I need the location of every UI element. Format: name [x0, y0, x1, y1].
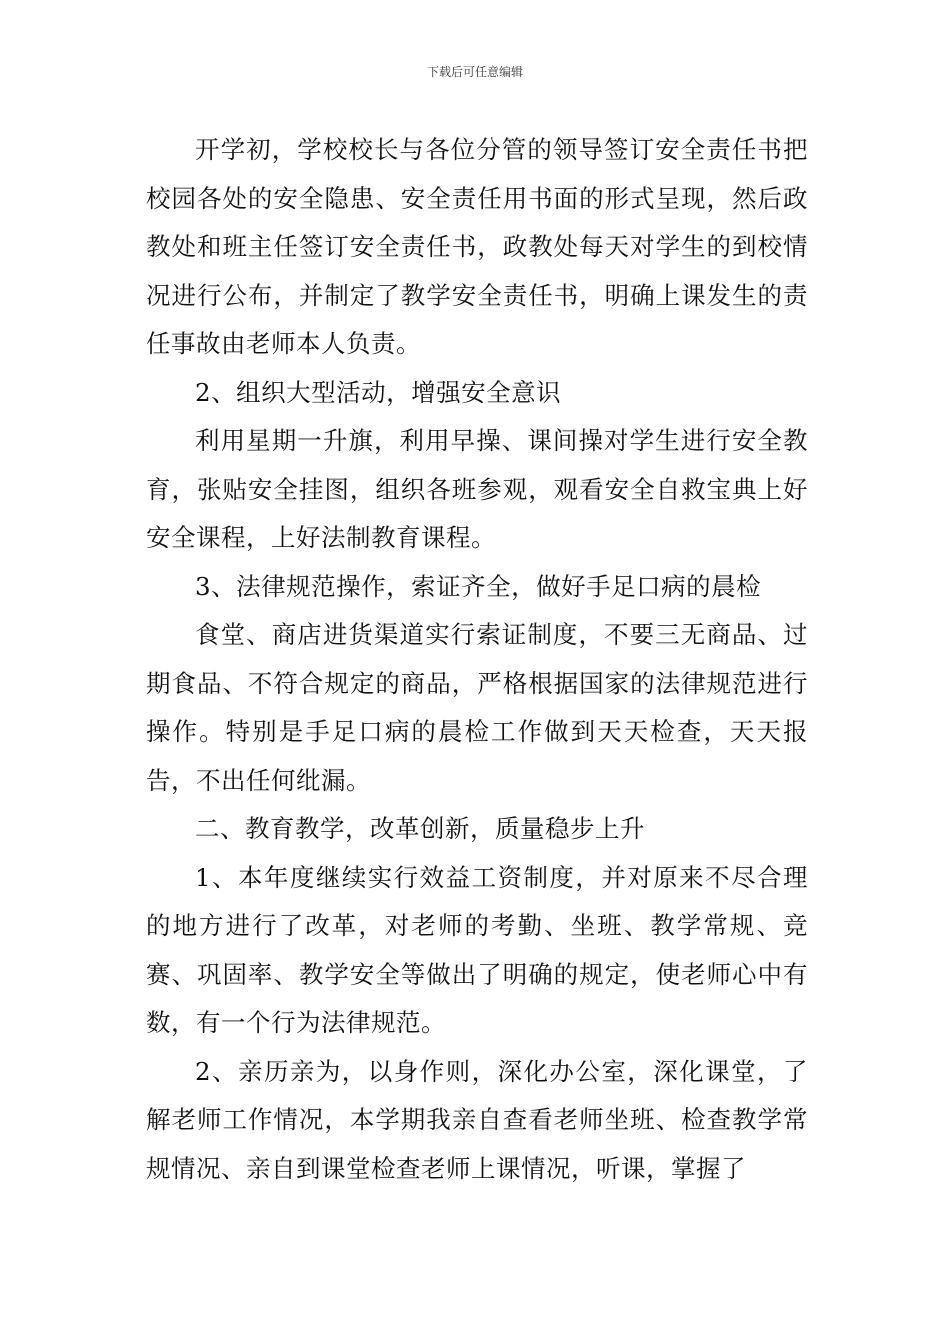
section-heading-teaching-reform: 二、教育教学，改革创新，质量稳步上升	[195, 814, 645, 843]
subheading-large-activities: 2、组织大型活动，增强安全意识	[195, 377, 562, 407]
paragraph-salary-system: 1、本年度继续实行效益工资制度，并对原来不尽合理的地方进行了改革，对老师的考勤、坐班、教学常规、竞赛、巩固率、教学安全等做出了明确的规定，使老师心中有数，有一个行为法律规范。	[146, 862, 808, 1037]
subheading-legal-operation: 3、法律规范操作，索证齐全，做好手足口病的晨检	[195, 571, 762, 601]
paragraph-lead-by-example: 2、亲历亲为，以身作则，深化办公室，深化课堂，了解老师工作情况，本学期我亲自查看老师坐班、检查教学常规情况、亲自到课堂检查老师上课情况，听课，掌握了	[146, 1056, 808, 1183]
paragraph-safety-education: 利用星期一升旗，利用早操、课间操对学生进行安全教育，张贴安全挂图，组织各班参观，观看安全自救宝典上好安全课程，上好法制教育课程。	[146, 426, 808, 552]
paragraph-canteen-inspection: 食堂、商店进货渠道实行索证制度，不要三无商品、过期食品、不符合规定的商品，严格根据国家的法律规范进行操作。特别是手足口病的晨检工作做到天天检查，天天报告，不出任何纰漏。	[146, 620, 808, 795]
page-header-note: 下载后可任意编辑	[426, 65, 523, 79]
paragraph-safety-responsibility: 开学初，学校校长与各位分管的领导签订安全责任书把校园各处的安全隐患、安全责任用书面的形式呈现，然后政教处和班主任签订安全责任书，政教处每天对学生的到校情况进行公布，并制定了教学安全责任书，明确上课发生的责任事故由老师本人负责。	[146, 135, 808, 358]
document-body	[146, 126, 808, 1193]
